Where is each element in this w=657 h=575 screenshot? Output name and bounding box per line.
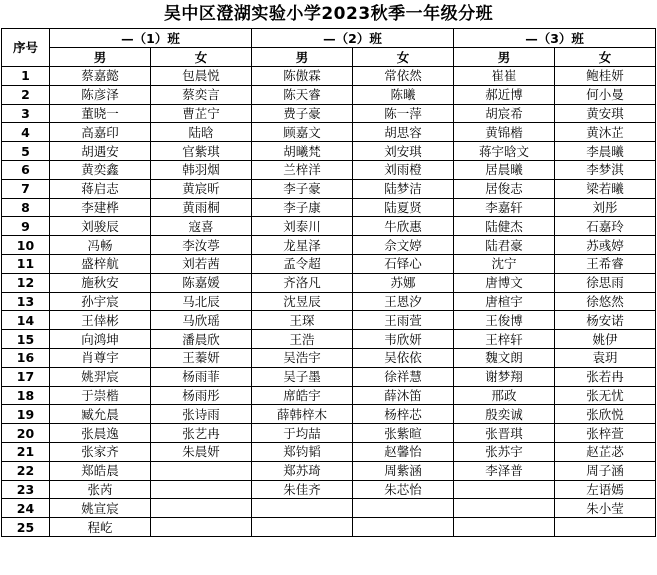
class-3-female-cell: 张梓萱 bbox=[555, 424, 656, 443]
class-3-female-cell bbox=[555, 518, 656, 537]
roster-table bbox=[1, 28, 656, 537]
class-1-female-cell: 包晨悦 bbox=[151, 67, 252, 86]
class-1-female-cell: 朱晨妍 bbox=[151, 442, 252, 461]
class-1-male-cell: 高嘉印 bbox=[50, 123, 151, 142]
table-row bbox=[2, 160, 656, 179]
row-index-cell: 19 bbox=[2, 405, 50, 424]
class-2-male-cell: 王琛 bbox=[252, 311, 353, 330]
class-1-male-cell: 陈彦泽 bbox=[50, 85, 151, 104]
class-1-female-cell: 黄雨桐 bbox=[151, 198, 252, 217]
row-index-cell: 1 bbox=[2, 67, 50, 86]
class-1-female-cell: 马欣瑶 bbox=[151, 311, 252, 330]
class-3-male-cell: 王梓轩 bbox=[454, 330, 555, 349]
row-index-cell: 16 bbox=[2, 348, 50, 367]
class-2-male-cell: 朱佳齐 bbox=[252, 480, 353, 499]
class-1-female-cell: 韩羽烟 bbox=[151, 160, 252, 179]
class-3-male-cell: 陆君豪 bbox=[454, 236, 555, 255]
class-3-male-cell: 张苏宇 bbox=[454, 442, 555, 461]
class-3-female-cell: 徐思雨 bbox=[555, 273, 656, 292]
class-3-female-cell: 张欣悦 bbox=[555, 405, 656, 424]
class-3-female-cell: 赵芷苾 bbox=[555, 442, 656, 461]
table-row bbox=[2, 67, 656, 86]
table-row bbox=[2, 254, 656, 273]
row-index-cell: 17 bbox=[2, 367, 50, 386]
class-3-male-cell bbox=[454, 480, 555, 499]
class-1-male-cell: 王倖彬 bbox=[50, 311, 151, 330]
class-3-female-cell: 张无忧 bbox=[555, 386, 656, 405]
class-1-female-cell: 官紫琪 bbox=[151, 142, 252, 161]
class-2-female-cell: 苏娜 bbox=[353, 273, 454, 292]
class-3-male-cell: 李泽普 bbox=[454, 461, 555, 480]
class-2-female-cell: 刘安琪 bbox=[353, 142, 454, 161]
row-index-cell: 10 bbox=[2, 236, 50, 255]
class-3-female-cell: 徐悠然 bbox=[555, 292, 656, 311]
class-1-male-header: 男 bbox=[50, 48, 151, 67]
class-2-male-cell: 沈昱辰 bbox=[252, 292, 353, 311]
class-2-male-cell: 刘泰川 bbox=[252, 217, 353, 236]
class-2-male-cell: 席皓宇 bbox=[252, 386, 353, 405]
table-row bbox=[2, 367, 656, 386]
class-3-male-cell: 谢梦翔 bbox=[454, 367, 555, 386]
class-2-male-cell: 李子康 bbox=[252, 198, 353, 217]
class-2-male-cell: 兰梓洋 bbox=[252, 160, 353, 179]
class-1-male-cell: 张晨逸 bbox=[50, 424, 151, 443]
table-row bbox=[2, 104, 656, 123]
class-1-male-cell: 张家齐 bbox=[50, 442, 151, 461]
class-2-female-cell: 杨梓芯 bbox=[353, 405, 454, 424]
class-3-female-cell: 袁玥 bbox=[555, 348, 656, 367]
class-3-female-cell: 黄安琪 bbox=[555, 104, 656, 123]
class-2-female-cell: 薛沐笛 bbox=[353, 386, 454, 405]
class-3-male-cell: 殷奕诚 bbox=[454, 405, 555, 424]
table-row bbox=[2, 123, 656, 142]
table-row bbox=[2, 142, 656, 161]
class-3-female-cell: 李梦淇 bbox=[555, 160, 656, 179]
class-3-female-cell: 刘彤 bbox=[555, 198, 656, 217]
class-2-male-header: 男 bbox=[252, 48, 353, 67]
class-1-male-cell: 程屹 bbox=[50, 518, 151, 537]
table-row bbox=[2, 330, 656, 349]
class-2-female-header: 女 bbox=[353, 48, 454, 67]
table-row bbox=[2, 480, 656, 499]
class-1-male-cell: 黄奕鑫 bbox=[50, 160, 151, 179]
table-row bbox=[2, 386, 656, 405]
row-index-cell: 21 bbox=[2, 442, 50, 461]
class-2-female-cell: 牛欣惠 bbox=[353, 217, 454, 236]
table-row bbox=[2, 499, 656, 518]
class-1-female-cell: 寇喜 bbox=[151, 217, 252, 236]
class-2-male-cell: 吴子墨 bbox=[252, 367, 353, 386]
class-1-male-cell: 姚宣宸 bbox=[50, 499, 151, 518]
class-1-female-cell: 李汝葶 bbox=[151, 236, 252, 255]
class-1-female-cell: 黄宸昕 bbox=[151, 179, 252, 198]
class-2-female-cell: 陆梦洁 bbox=[353, 179, 454, 198]
class-1-male-cell: 施秋安 bbox=[50, 273, 151, 292]
class-1-male-cell: 董晓一 bbox=[50, 104, 151, 123]
row-index-cell: 13 bbox=[2, 292, 50, 311]
class-3-female-cell: 黄沐芷 bbox=[555, 123, 656, 142]
class-1-female-cell: 杨雨菲 bbox=[151, 367, 252, 386]
class-3-female-cell: 姚伊 bbox=[555, 330, 656, 349]
class-1-female-cell: 张艺冉 bbox=[151, 424, 252, 443]
class-3-female-cell: 周子涵 bbox=[555, 461, 656, 480]
class-1-header: —（1）班 bbox=[50, 29, 252, 48]
class-1-male-cell: 刘骏辰 bbox=[50, 217, 151, 236]
class-1-female-cell: 陆晗 bbox=[151, 123, 252, 142]
class-1-male-cell: 冯畅 bbox=[50, 236, 151, 255]
row-index-cell: 11 bbox=[2, 254, 50, 273]
class-2-male-cell: 陈天睿 bbox=[252, 85, 353, 104]
class-2-female-cell: 石铎心 bbox=[353, 254, 454, 273]
class-2-female-cell: 陆夏贤 bbox=[353, 198, 454, 217]
class-1-male-cell: 张芮 bbox=[50, 480, 151, 499]
row-index-cell: 15 bbox=[2, 330, 50, 349]
index-header: 序号 bbox=[2, 29, 50, 67]
row-index-cell: 3 bbox=[2, 104, 50, 123]
class-3-female-cell: 何小曼 bbox=[555, 85, 656, 104]
header-row-classes bbox=[2, 29, 656, 48]
class-3-female-cell: 王希睿 bbox=[555, 254, 656, 273]
row-index-cell: 9 bbox=[2, 217, 50, 236]
class-2-male-cell: 李子豪 bbox=[252, 179, 353, 198]
class-1-female-cell bbox=[151, 480, 252, 499]
class-1-male-cell: 胡遇安 bbox=[50, 142, 151, 161]
class-3-male-cell: 郝近博 bbox=[454, 85, 555, 104]
class-1-male-cell: 臧允晨 bbox=[50, 405, 151, 424]
class-2-male-cell: 于均喆 bbox=[252, 424, 353, 443]
class-2-male-cell: 陈傲霖 bbox=[252, 67, 353, 86]
table-row bbox=[2, 405, 656, 424]
row-index-cell: 25 bbox=[2, 518, 50, 537]
class-2-female-cell: 张紫暄 bbox=[353, 424, 454, 443]
class-2-female-cell: 陈一萍 bbox=[353, 104, 454, 123]
row-index-cell: 8 bbox=[2, 198, 50, 217]
class-2-male-cell: 龙星泽 bbox=[252, 236, 353, 255]
class-2-female-cell: 王恩汐 bbox=[353, 292, 454, 311]
class-3-male-cell: 邢政 bbox=[454, 386, 555, 405]
table-row bbox=[2, 518, 656, 537]
class-1-female-cell: 王蓁妍 bbox=[151, 348, 252, 367]
class-3-male-cell: 陆健杰 bbox=[454, 217, 555, 236]
class-3-female-cell: 左语嫣 bbox=[555, 480, 656, 499]
row-index-cell: 4 bbox=[2, 123, 50, 142]
class-3-female-cell: 苏彧婷 bbox=[555, 236, 656, 255]
class-3-female-cell: 李晨曦 bbox=[555, 142, 656, 161]
class-1-female-cell: 张诗雨 bbox=[151, 405, 252, 424]
class-2-header: —（2）班 bbox=[252, 29, 454, 48]
class-2-female-cell bbox=[353, 499, 454, 518]
header-row-gender bbox=[2, 48, 656, 67]
class-3-female-cell: 张若冉 bbox=[555, 367, 656, 386]
row-index-cell: 22 bbox=[2, 461, 50, 480]
row-index-cell: 5 bbox=[2, 142, 50, 161]
class-3-female-cell: 鲍桂妍 bbox=[555, 67, 656, 86]
class-2-male-cell: 顾嘉文 bbox=[252, 123, 353, 142]
class-2-male-cell: 吴浩宇 bbox=[252, 348, 353, 367]
class-3-male-cell: 居晨曦 bbox=[454, 160, 555, 179]
row-index-cell: 24 bbox=[2, 499, 50, 518]
class-1-female-cell: 马北辰 bbox=[151, 292, 252, 311]
table-row bbox=[2, 311, 656, 330]
class-3-male-cell: 蒋宇晗文 bbox=[454, 142, 555, 161]
class-2-male-cell: 费子豪 bbox=[252, 104, 353, 123]
class-1-female-cell bbox=[151, 461, 252, 480]
class-3-male-cell: 魏文朗 bbox=[454, 348, 555, 367]
table-row bbox=[2, 461, 656, 480]
class-3-male-cell bbox=[454, 499, 555, 518]
class-2-male-cell: 郑钧韬 bbox=[252, 442, 353, 461]
class-3-female-header: 女 bbox=[555, 48, 656, 67]
class-2-male-cell: 齐洛凡 bbox=[252, 273, 353, 292]
page-title: 吴中区澄湖实验小学2023秋季一年级分班 bbox=[163, 4, 494, 24]
class-3-male-cell: 李嘉轩 bbox=[454, 198, 555, 217]
class-3-male-cell: 黄锦楷 bbox=[454, 123, 555, 142]
class-2-female-cell: 周紫涵 bbox=[353, 461, 454, 480]
table-row bbox=[2, 424, 656, 443]
class-2-female-cell: 朱芯怡 bbox=[353, 480, 454, 499]
class-1-female-cell: 杨雨彤 bbox=[151, 386, 252, 405]
table-row bbox=[2, 217, 656, 236]
table-row bbox=[2, 179, 656, 198]
class-2-female-cell: 赵馨怡 bbox=[353, 442, 454, 461]
class-3-male-cell: 崔崔 bbox=[454, 67, 555, 86]
class-2-female-cell: 胡思容 bbox=[353, 123, 454, 142]
table-row bbox=[2, 348, 656, 367]
class-2-female-cell bbox=[353, 518, 454, 537]
class-1-female-cell: 蔡奕言 bbox=[151, 85, 252, 104]
class-3-female-cell: 石嘉玲 bbox=[555, 217, 656, 236]
row-index-cell: 14 bbox=[2, 311, 50, 330]
class-3-male-header: 男 bbox=[454, 48, 555, 67]
class-2-female-cell: 佘文婷 bbox=[353, 236, 454, 255]
class-2-female-cell: 刘雨橙 bbox=[353, 160, 454, 179]
class-2-female-cell: 常依然 bbox=[353, 67, 454, 86]
class-1-male-cell: 于崇楷 bbox=[50, 386, 151, 405]
class-1-male-cell: 李建桦 bbox=[50, 198, 151, 217]
class-1-female-cell: 陈嘉媛 bbox=[151, 273, 252, 292]
class-3-female-cell: 杨安诺 bbox=[555, 311, 656, 330]
table-row bbox=[2, 236, 656, 255]
class-3-male-cell: 居俊志 bbox=[454, 179, 555, 198]
row-index-cell: 6 bbox=[2, 160, 50, 179]
class-3-male-cell: 胡宸希 bbox=[454, 104, 555, 123]
class-1-female-cell bbox=[151, 499, 252, 518]
class-1-male-cell: 蔡嘉懿 bbox=[50, 67, 151, 86]
class-1-female-cell: 潘晨欣 bbox=[151, 330, 252, 349]
class-2-female-cell: 徐祥慧 bbox=[353, 367, 454, 386]
row-index-cell: 7 bbox=[2, 179, 50, 198]
class-1-female-cell bbox=[151, 518, 252, 537]
class-3-male-cell bbox=[454, 518, 555, 537]
class-1-male-cell: 孙宇宸 bbox=[50, 292, 151, 311]
class-2-male-cell bbox=[252, 518, 353, 537]
row-index-cell: 2 bbox=[2, 85, 50, 104]
class-2-male-cell: 胡曦梵 bbox=[252, 142, 353, 161]
row-index-cell: 20 bbox=[2, 424, 50, 443]
class-2-male-cell: 王浩 bbox=[252, 330, 353, 349]
class-1-male-cell: 肖尊宇 bbox=[50, 348, 151, 367]
class-1-female-cell: 曹芷宁 bbox=[151, 104, 252, 123]
class-1-male-cell: 郑皓晨 bbox=[50, 461, 151, 480]
class-3-male-cell: 沈宁 bbox=[454, 254, 555, 273]
class-3-male-cell: 张晋琪 bbox=[454, 424, 555, 443]
class-3-male-cell: 王俊博 bbox=[454, 311, 555, 330]
class-3-male-cell: 唐博文 bbox=[454, 273, 555, 292]
table-row bbox=[2, 442, 656, 461]
class-1-male-cell: 盛梓航 bbox=[50, 254, 151, 273]
class-1-male-cell: 姚羿宸 bbox=[50, 367, 151, 386]
class-2-female-cell: 韦欣妍 bbox=[353, 330, 454, 349]
class-1-male-cell: 蒋启志 bbox=[50, 179, 151, 198]
class-3-header: —（3）班 bbox=[454, 29, 656, 48]
class-2-female-cell: 陈曦 bbox=[353, 85, 454, 104]
table-row bbox=[2, 292, 656, 311]
class-2-female-cell: 王雨萱 bbox=[353, 311, 454, 330]
class-2-male-cell bbox=[252, 499, 353, 518]
class-2-male-cell: 郑苏琦 bbox=[252, 461, 353, 480]
row-index-cell: 23 bbox=[2, 480, 50, 499]
class-1-female-header: 女 bbox=[151, 48, 252, 67]
table-row bbox=[2, 198, 656, 217]
class-3-female-cell: 梁若曦 bbox=[555, 179, 656, 198]
class-3-male-cell: 唐楦宇 bbox=[454, 292, 555, 311]
class-3-female-cell: 朱小莹 bbox=[555, 499, 656, 518]
class-2-female-cell: 吴依依 bbox=[353, 348, 454, 367]
table-row bbox=[2, 85, 656, 104]
class-1-male-cell: 向鸿坤 bbox=[50, 330, 151, 349]
class-1-female-cell: 刘若茜 bbox=[151, 254, 252, 273]
class-2-male-cell: 孟令超 bbox=[252, 254, 353, 273]
class-2-male-cell: 薛韩梓木 bbox=[252, 405, 353, 424]
row-index-cell: 12 bbox=[2, 273, 50, 292]
row-index-cell: 18 bbox=[2, 386, 50, 405]
table-row bbox=[2, 273, 656, 292]
